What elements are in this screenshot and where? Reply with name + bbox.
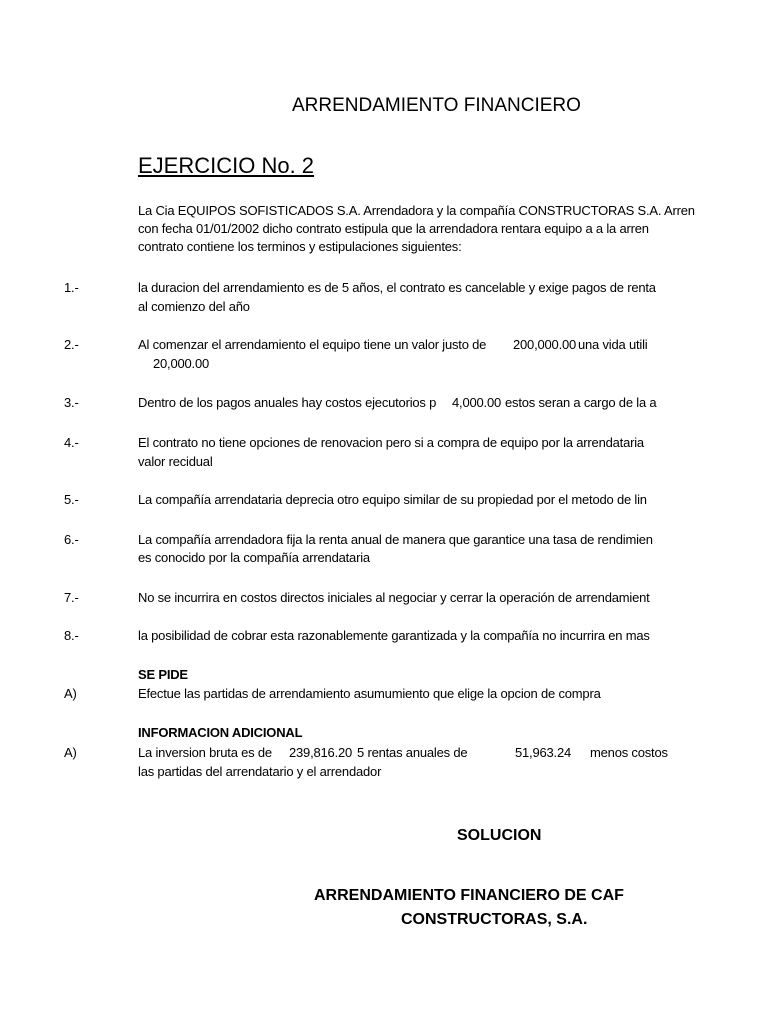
info-gross-investment-value: 239,816.20 xyxy=(289,745,353,760)
item-number: 4.- xyxy=(64,435,79,450)
info-heading: INFORMACION ADICIONAL xyxy=(138,725,303,740)
se-pide-letter: A) xyxy=(64,686,77,701)
item-text-after-value: una vida utili xyxy=(578,337,648,352)
item-text-cont: valor recidual xyxy=(138,454,213,469)
info-text-costs: menos costos xyxy=(590,745,668,760)
item-value: 200,000.00 xyxy=(513,337,577,352)
item-number: 7.- xyxy=(64,590,79,605)
item-text: la duracion del arrendamiento es de 5 años, el contrato es cancelable y exige pagos de renta xyxy=(138,280,656,295)
item-text-after-value: estos seran a cargo de la a xyxy=(505,395,657,410)
item-text: No se incurrira en costos directos iniciales al negociar y cerrar la operación de arrendamient xyxy=(138,590,650,605)
item-text: la posibilidad de cobrar esta razonablemente garantizada y la compañía no incurrira en mas xyxy=(138,628,650,643)
item-value-cont: 20,000.00 xyxy=(153,356,210,371)
item-number: 5.- xyxy=(64,492,79,507)
se-pide-heading: SE PIDE xyxy=(138,667,188,682)
item-number: 8.- xyxy=(64,628,79,643)
item-text-cont: al comienzo del año xyxy=(138,299,250,314)
page-title: ARRENDAMIENTO FINANCIERO xyxy=(292,95,581,116)
item-text: La compañía arrendataria deprecia otro equipo similar de su propiedad por el metodo de lin xyxy=(138,492,647,507)
info-text-cont: las partidas del arrendatario y el arrendador xyxy=(138,764,382,779)
solution-heading: SOLUCION xyxy=(457,827,542,844)
intro-line-2: con fecha 01/01/2002 dicho contrato estipula que la arrendadora rentara equipo a a la arren xyxy=(138,221,649,236)
item-text: La compañía arrendadora fija la renta anual de manera que garantice una tasa de rendimien xyxy=(138,532,653,547)
intro-line-3: contrato contiene los terminos y estipulaciones siguientes: xyxy=(138,239,462,254)
item-text: Dentro de los pagos anuales hay costos ejecutorios p xyxy=(138,395,437,410)
info-text: La inversion bruta es de xyxy=(138,745,272,760)
exercise-heading: EJERCICIO No. 2 xyxy=(138,153,315,178)
item-number: 6.- xyxy=(64,532,79,547)
item-number: 1.- xyxy=(64,280,79,295)
item-value: 4,000.00 xyxy=(452,395,502,410)
item-text: El contrato no tiene opciones de renovacion pero si a compra de equipo por la arrendataria xyxy=(138,435,644,450)
intro-line-1: La Cia EQUIPOS SOFISTICADOS S.A. Arrendadora y la compañía CONSTRUCTORAS S.A. Arren xyxy=(138,203,695,218)
se-pide-text: Efectue las partidas de arrendamiento asumumiento que elige la opcion de compra xyxy=(138,686,601,701)
solution-title-line-2: CONSTRUCTORAS, S.A. xyxy=(401,911,588,928)
info-rent-value: 51,963.24 xyxy=(515,745,572,760)
solution-title-line-1: ARRENDAMIENTO FINANCIERO DE CAF xyxy=(314,887,624,904)
item-text-cont: es conocido por la compañía arrendataria xyxy=(138,550,370,565)
info-letter: A) xyxy=(64,745,77,760)
item-text: Al comenzar el arrendamiento el equipo tiene un valor justo de xyxy=(138,337,487,352)
item-number: 2.- xyxy=(64,337,79,352)
info-text-rents: 5 rentas anuales de xyxy=(357,745,468,760)
item-number: 3.- xyxy=(64,395,79,410)
